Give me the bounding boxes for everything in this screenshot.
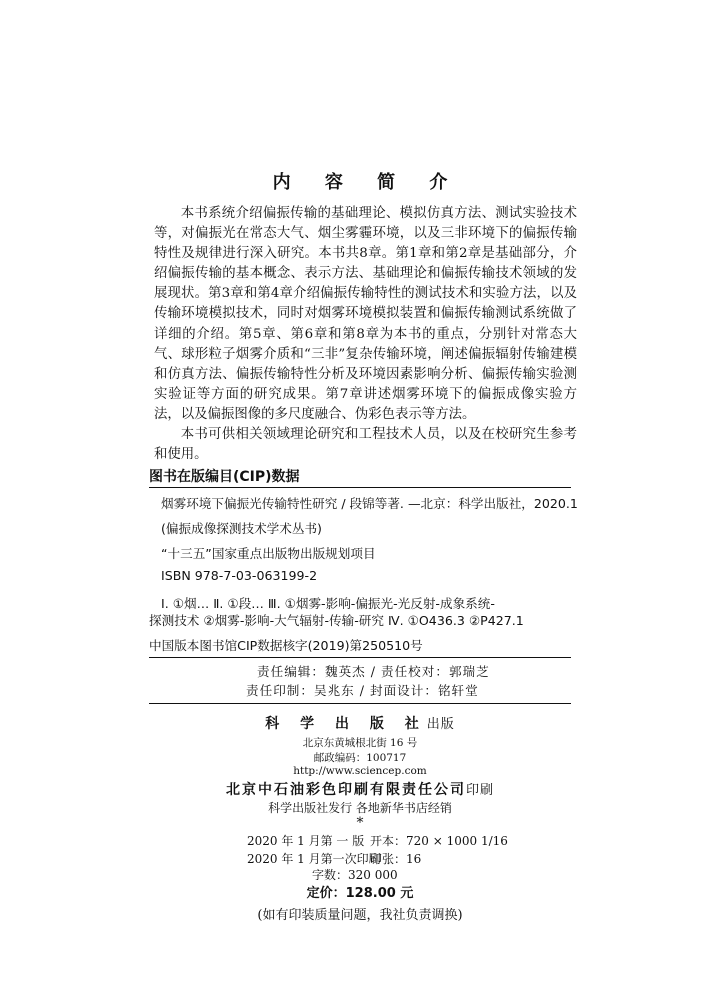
word-count: 字数：320 000 bbox=[312, 868, 398, 882]
cip-line: 烟雾环境下偏振光传输特性研究 / 段锦等著. —北京：科学出版社，2020.1 bbox=[161, 496, 578, 511]
intro-paragraph: 本书系统介绍偏振传输的基础理论、模拟仿真方法、测试实验技术等，对偏振光在常态大气、烟尘雾霾环境，以及三非环境下的偏振传输特性及规律进行深入研究。本书共8章。第1章和第2章是基础部分，介绍偏振传输的基本概念、表示方法、基础理论和偏振传输技术领域的发展现状。第3章和第4章介绍偏振传输特性的测试技术和实验方法，以及传输环境模拟技术，同时对烟雾环境模拟装置和偏振传输测试系统做了详细的介绍。第5章、第6章和第8章为本书的重点，分别针对常态大气、球形粒子烟雾介质和“三非”复杂传输环境，阐述偏振辐射传输建模和仿真方法、偏振传输特性分析及环境因素影响分析、偏振传输实验测实验证等方面的研究成果。第7章讲述烟雾环境下的偏振成像实验方法，以及偏振图像的多尺度融合、伪彩色表示等方法。 bbox=[154, 206, 577, 422]
cip-heading: 图书在版编目(CIP)数据 bbox=[149, 469, 300, 485]
sheets-info: 印张：16 bbox=[370, 852, 422, 866]
printing-info: 2020 年 1 月第一次印刷 bbox=[247, 852, 381, 866]
distribution: 科学出版社发行 各地新华书店经销 bbox=[268, 801, 452, 815]
postcode: 邮政编码：100717 bbox=[313, 752, 407, 764]
format-info: 开本：720 × 1000 1/16 bbox=[370, 834, 508, 848]
publisher-address: 北京东黄城根北街 16 号 bbox=[302, 737, 418, 749]
divider bbox=[149, 703, 571, 704]
editor-credit: 责任编辑：魏英杰 / 责任校对：郭瑞芝 bbox=[257, 664, 490, 679]
edition-info: 2020 年 1 月第 一 版 bbox=[247, 834, 365, 848]
printer-name: 北京中石油彩色印刷有限责任公司 bbox=[225, 782, 466, 798]
cip-line: ISBN 978-7-03-063199-2 bbox=[161, 568, 318, 583]
cip-line: 中国版本图书馆CIP数据核字(2019)第250510号 bbox=[149, 638, 423, 653]
quality-notice: (如有印装质量问题，我社负责调换) bbox=[257, 908, 463, 923]
separator-star: * bbox=[356, 815, 364, 831]
production-credit: 责任印制：吴兆东 / 封面设计：铭轩堂 bbox=[246, 683, 479, 698]
website: http://www.sciencep.com bbox=[293, 765, 427, 777]
publisher-suffix: 出版 bbox=[426, 717, 455, 732]
cip-line: 探测技术 ②烟雾-影响-大气辐射-传输-研究 Ⅳ. ①O436.3 ②P427.1 bbox=[149, 613, 524, 628]
book-introduction bbox=[154, 204, 577, 465]
divider bbox=[149, 487, 571, 488]
cip-line: (偏振成像探测技术学术丛书) bbox=[161, 521, 322, 536]
printer-line bbox=[0, 779, 720, 799]
publisher-line bbox=[0, 713, 720, 733]
divider bbox=[149, 657, 571, 658]
price: 定价：128.00 元 bbox=[306, 886, 414, 901]
printer-suffix: 印刷 bbox=[465, 783, 494, 798]
cip-line: Ⅰ. ①烟… Ⅱ. ①段… Ⅲ. ①烟雾-影响-偏振光-光反射-成象系统- bbox=[161, 596, 495, 611]
section-title: 内 容 简 介 bbox=[272, 172, 462, 193]
cip-line: “十三五”国家重点出版物出版规划项目 bbox=[161, 546, 376, 561]
intro-paragraph: 本书可供相关领域理论研究和工程技术人员，以及在校研究生参考和使用。 bbox=[154, 427, 577, 463]
publisher-name: 科 学 出 版 社 bbox=[265, 716, 427, 732]
